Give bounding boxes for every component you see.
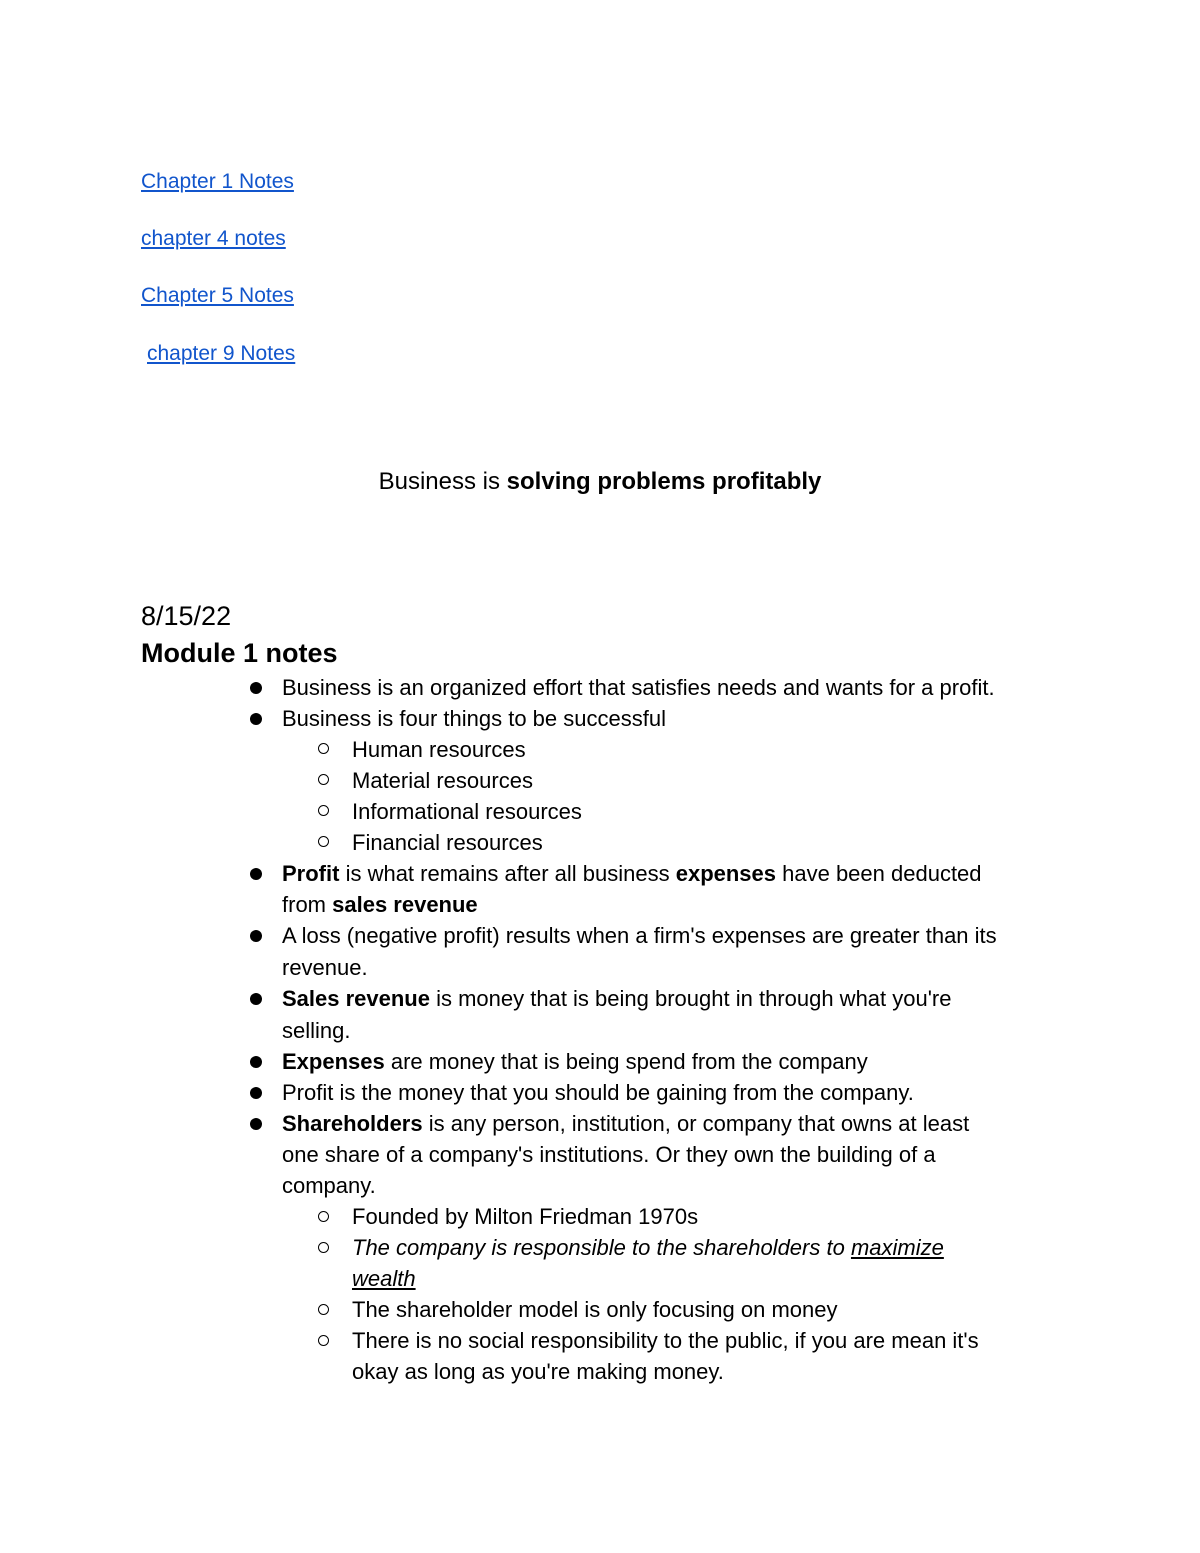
- note-5-line-1: [282, 983, 952, 1014]
- term-expenses-2: Expenses: [282, 1049, 385, 1074]
- link-chapter-4-notes[interactable]: chapter 4 notes: [141, 227, 286, 250]
- link-chapter-5-notes[interactable]: Chapter 5 Notes: [141, 284, 294, 307]
- term-sales-revenue-2: Sales revenue: [282, 986, 430, 1011]
- link-chapter-1-notes[interactable]: Chapter 1 Notes: [141, 170, 294, 193]
- link-chapter-9-notes[interactable]: chapter 9 Notes: [147, 342, 296, 365]
- note-1: Business is an organized effort that satisfies needs and wants for a profit.: [282, 675, 995, 700]
- hollow-bullet-icon: [318, 743, 329, 754]
- note-4-line-1: A loss (negative profit) results when a firm's expenses are greater than its: [282, 923, 997, 948]
- bullet-icon: [250, 713, 262, 725]
- note-5-text: is money that is being brought in through what you're: [429, 986, 952, 1011]
- term-sales-revenue: sales revenue: [332, 892, 478, 917]
- note-3-text-end: have been deducted: [776, 861, 982, 886]
- hollow-bullet-icon: [318, 774, 329, 785]
- bullet-icon: [250, 1087, 262, 1099]
- note-5-line-2: selling.: [282, 1018, 351, 1043]
- module-heading: Module 1 notes: [141, 638, 338, 668]
- note-3-line-1: [282, 858, 982, 889]
- note-8-line-3: company.: [282, 1173, 376, 1198]
- note-6-text: are money that is being spend from the company: [384, 1049, 868, 1074]
- bullet-icon: [250, 1118, 262, 1130]
- note-7: Profit is the money that you should be gaining from the company.: [282, 1080, 914, 1105]
- sub-note-human: Human resources: [352, 737, 526, 762]
- sub-note-material: Material resources: [352, 768, 533, 793]
- note-3-line-2: [282, 889, 478, 920]
- hollow-bullet-icon: [318, 1335, 329, 1346]
- bullet-icon: [250, 930, 262, 942]
- note-8-line-1: [282, 1108, 969, 1139]
- note-2: Business is four things to be successful: [282, 706, 666, 731]
- tagline-bold: solving problems profitably: [506, 468, 822, 495]
- term-profit: Profit: [282, 861, 340, 886]
- sub-note-financial: Financial resources: [352, 830, 543, 855]
- sub-note-shareholder-model: The shareholder model is only focusing on money: [352, 1297, 838, 1322]
- tagline-plain: Business is: [378, 468, 507, 495]
- hollow-bullet-icon: [318, 836, 329, 847]
- note-4-line-2: revenue.: [282, 955, 368, 980]
- note-3-from: from: [282, 892, 333, 917]
- sub-note-informational: Informational resources: [352, 799, 582, 824]
- note-8-line-2: one share of a company's institutions. Or they own the building of a: [282, 1142, 936, 1167]
- sub-note-responsible-line-2: wealth: [352, 1266, 416, 1291]
- sub-note-responsible-text: The company is responsible to the shareholders to: [352, 1235, 851, 1260]
- bullet-icon: [250, 993, 262, 1005]
- maximize-word: maximize: [850, 1235, 944, 1260]
- term-expenses: expenses: [675, 861, 777, 886]
- hollow-bullet-icon: [318, 1304, 329, 1315]
- sub-note-social-line-2: okay as long as you're making money.: [352, 1359, 724, 1384]
- sub-note-social-line-1: There is no social responsibility to the public, if you are mean it's: [352, 1328, 979, 1353]
- sub-note-responsible-line-1: [352, 1232, 944, 1263]
- tagline: [0, 466, 1200, 498]
- sub-note-founded: Founded by Milton Friedman 1970s: [352, 1204, 699, 1229]
- bullet-icon: [250, 1056, 262, 1068]
- hollow-bullet-icon: [318, 1211, 329, 1222]
- hollow-bullet-icon: [318, 1242, 329, 1253]
- note-3-text: is what remains after all business: [339, 861, 676, 886]
- bullet-icon: [250, 682, 262, 694]
- bullet-icon: [250, 868, 262, 880]
- note-6: [282, 1046, 868, 1077]
- hollow-bullet-icon: [318, 805, 329, 816]
- term-shareholders: Shareholders: [282, 1111, 423, 1136]
- note-8-text: is any person, institution, or company that owns at least: [422, 1111, 970, 1136]
- date-label: 8/15/22: [141, 601, 232, 631]
